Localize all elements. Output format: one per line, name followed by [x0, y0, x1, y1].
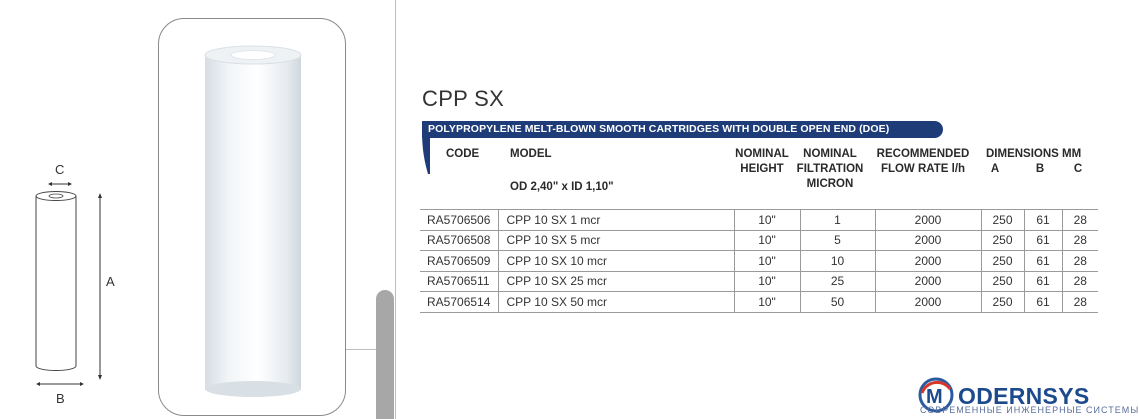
cell-dim-a: 250: [981, 210, 1024, 231]
cell-micron: 50: [800, 292, 875, 313]
cell-dim-b: 61: [1024, 271, 1062, 292]
cell-dim-c: 28: [1062, 251, 1098, 272]
header-filtration: [795, 147, 865, 192]
cell-model: CPP 10 SX 50 mcr: [498, 292, 734, 313]
cell-dim-a: 250: [981, 251, 1024, 272]
cell-height: 10": [734, 271, 800, 292]
dimension-label-a: A: [106, 274, 115, 289]
cell-flow: 2000: [875, 271, 981, 292]
cell-height: 10": [734, 292, 800, 313]
cell-dim-a: 250: [981, 271, 1024, 292]
cell-dim-b: 61: [1024, 230, 1062, 251]
header-filtration-line1: NOMINAL: [803, 148, 857, 160]
logo-wordmark: ODERNSYS: [958, 383, 1090, 409]
cell-code: RA5706509: [420, 251, 498, 272]
dimension-label-b: B: [56, 391, 65, 406]
cell-height: 10": [734, 210, 800, 231]
cell-flow: 2000: [875, 210, 981, 231]
dimension-label-c: C: [55, 162, 65, 177]
table-row: [420, 210, 1098, 231]
cartridge-dimension-diagram: [0, 0, 150, 419]
table-row: [420, 251, 1098, 272]
header-flow-line1: RECOMMENDED: [876, 148, 970, 160]
header-dim-c: C: [1073, 163, 1083, 175]
scroll-handle[interactable]: [376, 290, 394, 419]
cell-dim-c: 28: [1062, 210, 1098, 231]
cell-micron: 25: [800, 271, 875, 292]
cell-code: RA5706514: [420, 292, 498, 313]
table-row: [420, 230, 1098, 251]
vertical-divider: [395, 0, 396, 419]
cell-micron: 1: [800, 210, 875, 231]
cell-model: CPP 10 SX 10 mcr: [498, 251, 734, 272]
cell-height: 10": [734, 230, 800, 251]
spec-table: [420, 209, 1098, 313]
table-row: [420, 271, 1098, 292]
header-filtration-line2: FILTRATION: [796, 163, 864, 175]
cell-dim-c: 28: [1062, 230, 1098, 251]
header-nominal-height-line2: HEIGHT: [740, 163, 784, 175]
header-flow-line2: FLOW RATE l/h: [880, 163, 966, 175]
cell-model: CPP 10 SX 5 mcr: [498, 230, 734, 251]
header-flow-rate: [870, 147, 976, 177]
cell-code: RA5706511: [420, 271, 498, 292]
header-code: CODE: [446, 148, 480, 160]
cell-dim-b: 61: [1024, 292, 1062, 313]
cell-model: CPP 10 SX 25 mcr: [498, 271, 734, 292]
header-dimensions: DIMENSIONS MM: [986, 148, 1082, 160]
cell-micron: 5: [800, 230, 875, 251]
header-model: MODEL: [510, 148, 552, 160]
cell-micron: 10: [800, 251, 875, 272]
header-nominal-height-line1: NOMINAL: [735, 148, 789, 160]
product-banner-text: POLYPROPYLENE MELT-BLOWN SMOOTH CARTRIDGES WITH DOUBLE OPEN END (DOE): [428, 123, 890, 135]
header-nominal-height: [732, 147, 792, 177]
cell-dim-a: 250: [981, 230, 1024, 251]
header-dim-a: A: [990, 163, 1000, 175]
header-model-sub: OD 2,40" x ID 1,10": [510, 181, 614, 193]
product-title: CPP SX: [422, 86, 505, 111]
cell-model: CPP 10 SX 1 mcr: [498, 210, 734, 231]
cell-dim-b: 61: [1024, 251, 1062, 272]
product-photo-frame: [158, 18, 346, 416]
header-filtration-line3: MICRON: [806, 178, 854, 190]
cell-flow: 2000: [875, 292, 981, 313]
logo-letter: M: [926, 386, 943, 408]
cell-code: RA5706508: [420, 230, 498, 251]
cell-flow: 2000: [875, 230, 981, 251]
cell-code: RA5706506: [420, 210, 498, 231]
cell-height: 10": [734, 251, 800, 272]
table-row: [420, 292, 1098, 313]
header-dim-b: B: [1035, 163, 1045, 175]
cell-dim-b: 61: [1024, 210, 1062, 231]
cell-dim-c: 28: [1062, 271, 1098, 292]
cell-dim-c: 28: [1062, 292, 1098, 313]
connector-line: [346, 349, 376, 350]
cartridge-photo: [159, 19, 345, 415]
cell-dim-a: 250: [981, 292, 1024, 313]
logo-tagline: СОВРЕМЕННЫЕ ИНЖЕНЕРНЫЕ СИСТЕМЫ: [920, 405, 1139, 415]
cell-flow: 2000: [875, 251, 981, 272]
